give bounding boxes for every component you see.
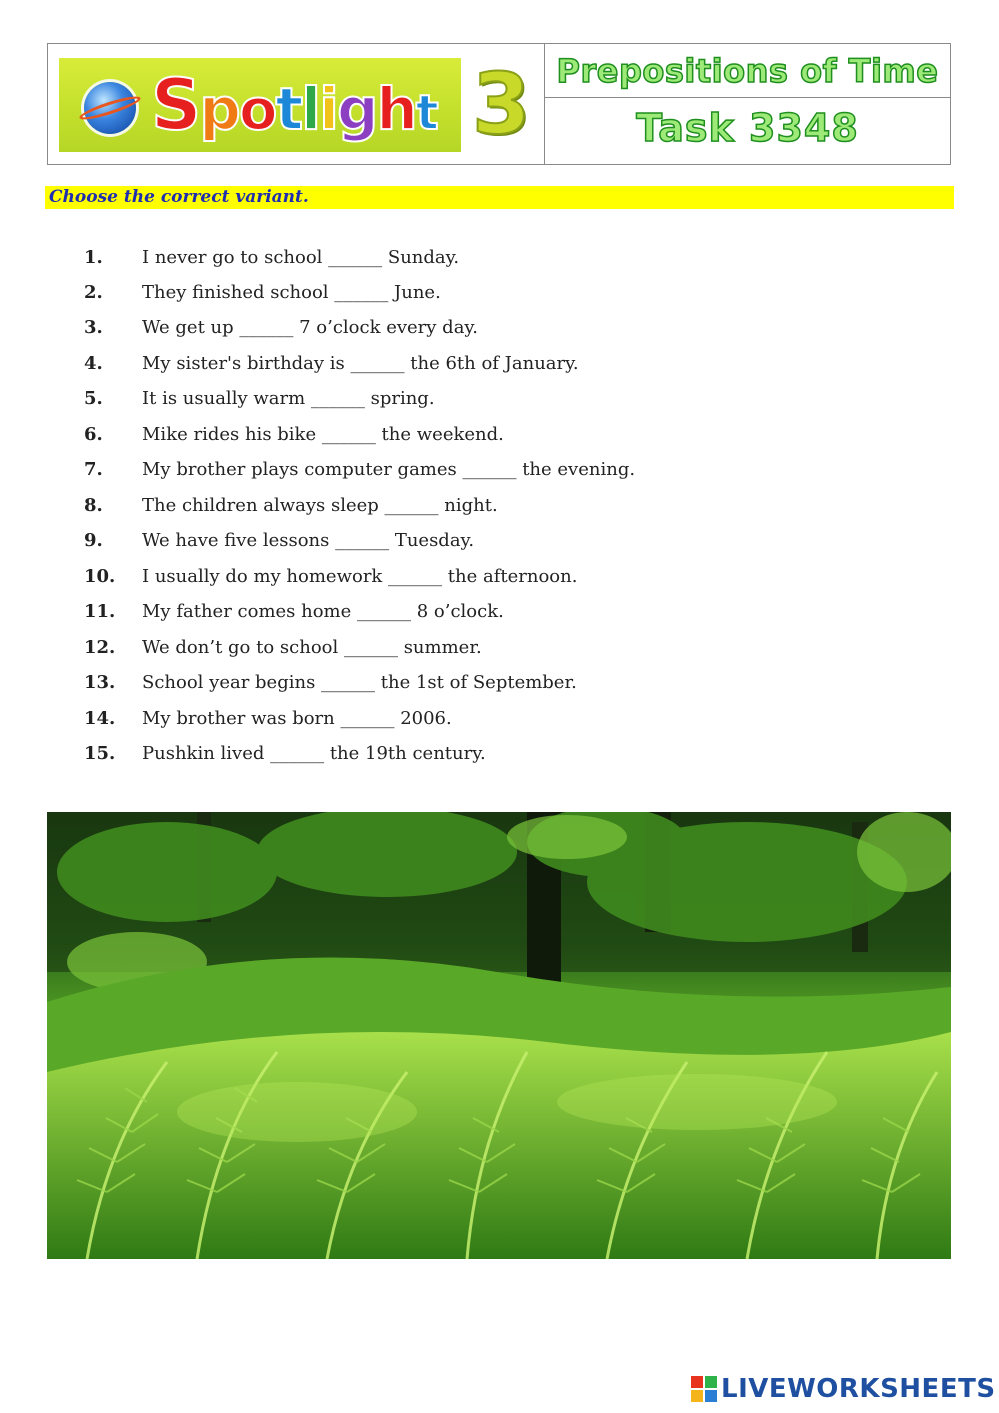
question-number: 5. [84, 388, 103, 409]
question-text: My father comes home ______ 8 o’clock. [142, 601, 504, 622]
question-text: We get up ______ 7 o’clock every day. [142, 317, 478, 338]
question-number: 14. [84, 708, 116, 729]
logo-letter: p [199, 75, 239, 143]
logo-letter: o [238, 78, 276, 143]
question-number: 9. [84, 530, 103, 551]
question-text: School year begins ______ the 1st of September. [142, 672, 577, 693]
fern-forest-photo [47, 812, 951, 1259]
question-row [0, 243, 999, 273]
question-text: Pushkin lived ______ the 19th century. [142, 743, 486, 764]
question-text: My brother was born ______ 2006. [142, 708, 452, 729]
question-row [0, 704, 999, 734]
question-row [0, 420, 999, 450]
question-number: 13. [84, 672, 116, 693]
logo-letter: S [151, 64, 200, 146]
logo-letter: t [275, 75, 302, 143]
question-row [0, 739, 999, 769]
question-text: My brother plays computer games ______ the evening. [142, 459, 636, 480]
logo-letter: g [336, 75, 377, 143]
question-text: I usually do my homework ______ the afternoon. [142, 566, 578, 587]
logo-wordmark [151, 62, 437, 156]
question-number: 4. [84, 353, 103, 374]
globe-icon [84, 82, 136, 134]
question-row [0, 349, 999, 379]
logo-letter: t [415, 85, 437, 141]
instruction-bar: Choose the correct variant. [45, 186, 954, 209]
question-number: 11. [84, 601, 116, 622]
question-row [0, 455, 999, 485]
question-text: I never go to school ______ Sunday. [142, 247, 460, 268]
task-number: Task 3348 [636, 106, 859, 150]
liveworksheets-logo [691, 1373, 996, 1405]
question-number: 3. [84, 317, 103, 338]
worksheet-title: Prepositions of Time [545, 44, 950, 98]
question-text: The children always sleep ______ night. [142, 495, 498, 516]
question-number: 2. [84, 282, 103, 303]
question-row [0, 526, 999, 556]
question-number: 12. [84, 637, 116, 658]
question-row [0, 384, 999, 414]
logo-cell [48, 44, 545, 164]
title-cell [545, 44, 950, 164]
question-text: We don’t go to school ______ summer. [142, 637, 482, 658]
question-row [0, 633, 999, 663]
question-number: 6. [84, 424, 103, 445]
question-text: My sister's birthday is ______ the 6th of January. [142, 353, 579, 374]
question-row [0, 278, 999, 308]
question-number: 1. [84, 247, 103, 268]
header-box [47, 43, 951, 165]
logo-letter: l [301, 75, 320, 143]
question-row [0, 668, 999, 698]
question-text: We have five lessons ______ Tuesday. [142, 530, 475, 551]
question-number: 8. [84, 495, 103, 516]
question-row [0, 313, 999, 343]
question-text: Mike rides his bike ______ the weekend. [142, 424, 504, 445]
question-number: 10. [84, 566, 116, 587]
spotlight-logo [59, 58, 461, 152]
liveworksheets-brand: LIVEWORKSHEETS [721, 1374, 996, 1404]
logo-number: 3 [472, 55, 531, 153]
question-number: 15. [84, 743, 116, 764]
logo-letter: i [319, 75, 337, 143]
question-text: It is usually warm ______ spring. [142, 388, 435, 409]
question-text: They finished school ______ June. [142, 282, 441, 303]
question-number: 7. [84, 459, 103, 480]
question-row [0, 562, 999, 592]
question-row [0, 491, 999, 521]
question-row [0, 597, 999, 627]
logo-letter: h [376, 75, 416, 143]
liveworksheets-mark-icon [691, 1376, 717, 1402]
